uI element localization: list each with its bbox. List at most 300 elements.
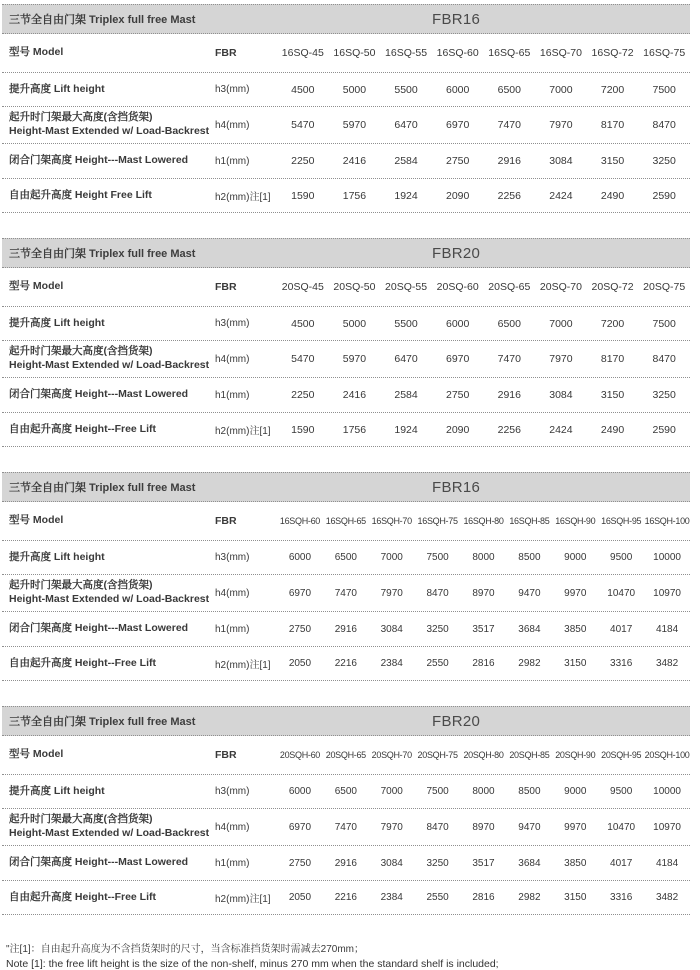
value-cell: 6970 (446, 353, 470, 365)
value-cell: 6000 (288, 786, 312, 797)
value-cell: 5470 (291, 353, 315, 365)
value-cell: 16SQ-45 (281, 47, 324, 59)
spec-row-h4 (2, 575, 690, 612)
row-label (2, 785, 215, 799)
value-cell: 8970 (472, 587, 495, 599)
value-cell: 10000 (653, 552, 681, 563)
series-code: FBR16 (431, 10, 481, 28)
value-cell: 7970 (380, 821, 403, 833)
row-label-zh: 闭合门架高度 (9, 154, 72, 167)
value-cell: 2750 (288, 623, 312, 635)
value-cell: 4017 (610, 623, 633, 635)
value-cell: 2250 (291, 389, 315, 401)
value-cell: 1924 (394, 423, 418, 436)
value-cell: 8500 (518, 786, 541, 797)
row-label-zh: 提升高度 (9, 550, 51, 563)
section-header-bar (2, 472, 690, 502)
value-cell: 6500 (497, 83, 521, 96)
row-label-zh: 型号 (9, 46, 30, 59)
value-cell: 1590 (291, 189, 315, 202)
value-cell: 3250 (426, 623, 449, 635)
param-cell: h4(mm) (215, 587, 250, 599)
value-cells (277, 858, 690, 869)
value-cell: 5000 (342, 83, 367, 96)
spec-row-h3 (2, 775, 690, 809)
value-cell: 2982 (518, 658, 541, 669)
value-cell: 2256 (497, 189, 521, 202)
value-cell: 7500 (426, 552, 449, 563)
value-cell: 20SQ-75 (643, 281, 686, 293)
section-title: 三节全自由门架 Triplex full free Mast (9, 14, 196, 26)
row-label-en: Height---Mast Lowered (74, 622, 189, 635)
value-cell: 4500 (291, 317, 315, 330)
value-cell: 2750 (446, 155, 470, 167)
param-cell: h2(mm)注[1] (215, 894, 271, 905)
row-label-en: Model (32, 748, 64, 761)
value-cell: 3684 (518, 623, 541, 635)
value-cell: 8470 (426, 821, 449, 833)
value-cell: 16SQH-70 (371, 516, 412, 526)
value-cell: 16SQH-80 (463, 516, 504, 526)
row-label (2, 189, 215, 203)
value-cell: 8970 (472, 821, 495, 833)
value-cell: 2750 (288, 857, 312, 869)
value-cell: 2590 (652, 423, 676, 436)
row-label-en: Height---Mast Lowered (74, 856, 189, 869)
footnote-en: Note [1]: the free lift height is the size of the non-shelf, minus 270 mm when the standard shelf is included; (6, 958, 499, 970)
row-label-en: Height--Free Lift (74, 890, 156, 903)
value-cell: 7500 (652, 83, 676, 96)
value-cells (277, 190, 690, 202)
value-cells (277, 155, 690, 167)
value-cell: 3517 (472, 623, 495, 635)
row-label (2, 111, 215, 138)
value-cell: 6000 (288, 552, 312, 563)
value-cell: 8170 (600, 119, 625, 131)
row-label-zh: 闭合门架高度 (9, 856, 72, 869)
value-cell: 20SQ-55 (385, 281, 428, 293)
value-cell: 10470 (607, 821, 636, 833)
value-cell: 9970 (564, 587, 587, 599)
value-cell: 2590 (652, 189, 676, 202)
value-cells (277, 516, 690, 526)
value-cell: 9470 (518, 587, 541, 599)
row-label-zh: 自由起升高度 (9, 188, 72, 201)
spec-row-h2 (2, 179, 690, 213)
value-cell: 2424 (549, 189, 573, 202)
row-label-en: Height--Free Lift (74, 656, 156, 669)
value-cell: 2416 (342, 155, 367, 167)
param-cell: h1(mm) (215, 155, 250, 167)
param-cell: h3(mm) (215, 318, 250, 329)
value-cell: 20SQH-80 (463, 750, 504, 760)
value-cell: 2416 (342, 389, 367, 401)
row-label-en: Height---Mast Lowered (74, 388, 189, 401)
spec-row-h3 (2, 541, 690, 575)
value-cell: 7500 (652, 317, 676, 330)
value-cell: 3150 (564, 892, 587, 903)
param-cell: h4(mm) (215, 353, 250, 365)
value-cell: 20SQ-50 (333, 281, 376, 293)
value-cell: 6000 (446, 317, 470, 330)
value-cell: 5970 (342, 353, 367, 365)
spec-table-4-fbr20 (2, 706, 690, 915)
section-title: 三节全自由门架 Triplex full free Mast (9, 716, 196, 728)
value-cell: 2050 (288, 658, 312, 669)
row-label-en: Height---Mast Lowered (74, 154, 189, 167)
value-cell: 1756 (342, 423, 367, 436)
value-cells (277, 892, 690, 903)
value-cell: 9470 (518, 821, 541, 833)
row-label-en: Height Free Lift (74, 188, 152, 201)
value-cell: 20SQ-70 (539, 281, 582, 293)
value-cell: 8470 (652, 119, 676, 131)
value-cell: 8000 (472, 786, 495, 797)
value-cell: 2424 (549, 423, 573, 436)
value-cells (277, 822, 690, 833)
value-cell: 5500 (394, 83, 418, 96)
value-cell: 10970 (653, 821, 681, 833)
value-cell: 20SQ-72 (591, 281, 634, 293)
value-cell: 6500 (334, 786, 357, 797)
value-cells (277, 424, 690, 436)
value-cell: 5500 (394, 317, 418, 330)
spec-row-h2 (2, 413, 690, 447)
spec-row-model (2, 268, 690, 307)
value-cell: 7470 (497, 353, 521, 365)
series-code: FBR16 (431, 478, 481, 496)
value-cell: 9970 (564, 821, 587, 833)
spec-table-2-fbr20 (2, 238, 690, 447)
value-cell: 7970 (549, 119, 573, 131)
row-label-en: Model (32, 514, 64, 527)
value-cell: 7470 (497, 119, 521, 131)
value-cell: 16SQ-65 (488, 47, 531, 59)
row-label-zh: 起升时门架最大高度(含挡货架) (9, 813, 153, 826)
value-cell: 20SQH-100 (644, 750, 690, 760)
param-cell: h4(mm) (215, 119, 250, 131)
spec-row-h2 (2, 647, 690, 681)
value-cell: 2916 (334, 857, 357, 869)
param-cell: h2(mm)注[1] (215, 426, 271, 437)
spec-row-h4 (2, 341, 690, 378)
value-cell: 1590 (291, 423, 315, 436)
row-label (2, 423, 215, 437)
value-cell: 20SQ-60 (436, 281, 479, 293)
param-cell: h1(mm) (215, 623, 250, 635)
row-label-zh: 型号 (9, 748, 30, 761)
spec-tables (2, 4, 690, 915)
value-cell: 10000 (653, 786, 681, 797)
param-cell: h1(mm) (215, 389, 250, 401)
footnotes (2, 940, 690, 970)
value-cell: 16SQ-55 (385, 47, 428, 59)
row-label (2, 154, 215, 168)
value-cell: 2916 (497, 155, 521, 167)
value-cell: 4017 (610, 857, 633, 869)
row-label-en: Height-Mast Extended w/ Load-Backrest (9, 827, 210, 839)
value-cell: 1756 (342, 189, 367, 202)
param-cell: h3(mm) (215, 786, 250, 797)
value-cell: 16SQH-95 (601, 516, 642, 526)
value-cell: 16SQH-75 (417, 516, 458, 526)
spec-row-h2 (2, 881, 690, 915)
param-cell: FBR (215, 749, 237, 761)
row-label (2, 856, 215, 870)
value-cell: 9000 (564, 786, 587, 797)
value-cell: 20SQH-85 (509, 750, 550, 760)
value-cell: 7970 (549, 353, 573, 365)
param-cell: h3(mm) (215, 84, 250, 95)
value-cell: 3084 (380, 857, 403, 869)
row-label (2, 891, 215, 905)
value-cell: 20SQH-90 (555, 750, 596, 760)
value-cell: 2490 (600, 189, 625, 202)
value-cell: 2550 (426, 892, 449, 903)
value-cell: 3150 (564, 658, 587, 669)
value-cell: 5970 (342, 119, 367, 131)
section-header-bar (2, 706, 690, 736)
value-cell: 9000 (564, 552, 587, 563)
footnote-zh: "注[1]：自由起升高度为不含挡货架时的尺寸，当含标准挡货架时需减去270mm； (6, 944, 365, 955)
spec-row-h4 (2, 809, 690, 846)
value-cell: 20SQH-70 (371, 750, 412, 760)
value-cell: 8470 (652, 353, 676, 365)
value-cells (277, 552, 690, 563)
value-cells (277, 281, 690, 293)
value-cells (277, 750, 690, 760)
row-label (2, 748, 215, 762)
row-label-zh: 自由起升高度 (9, 656, 72, 669)
value-cell: 3684 (518, 857, 541, 869)
value-cells (277, 658, 690, 669)
value-cell: 6970 (446, 119, 470, 131)
row-label-en: Height--Free Lift (74, 422, 156, 435)
value-cell: 7000 (380, 786, 403, 797)
value-cell: 9500 (610, 552, 633, 563)
value-cell: 4184 (655, 623, 679, 635)
value-cell: 3250 (652, 155, 676, 167)
row-label-en: Lift height (53, 550, 105, 563)
row-label-en: Height-Mast Extended w/ Load-Backrest (9, 593, 210, 605)
value-cell: 16SQ-75 (643, 47, 686, 59)
spec-row-h3 (2, 307, 690, 341)
value-cell: 6470 (394, 353, 418, 365)
row-label-en: Lift height (53, 316, 105, 329)
value-cell: 4184 (655, 857, 679, 869)
row-label-zh: 提升高度 (9, 316, 51, 329)
value-cell: 8170 (600, 353, 625, 365)
value-cell: 7000 (549, 317, 573, 330)
value-cells (277, 353, 690, 365)
param-cell: h4(mm) (215, 821, 250, 833)
row-label-zh: 起升时门架最大高度(含挡货架) (9, 579, 153, 592)
value-cell: 3316 (610, 892, 633, 903)
value-cell: 6970 (288, 587, 312, 599)
value-cell: 2916 (334, 623, 357, 635)
value-cell: 10470 (607, 587, 636, 599)
row-label (2, 813, 215, 840)
row-label (2, 83, 215, 97)
row-label-zh: 自由起升高度 (9, 890, 72, 903)
spec-row-model (2, 736, 690, 775)
value-cell: 6970 (288, 821, 312, 833)
value-cell: 5000 (342, 317, 367, 330)
value-cells (277, 119, 690, 131)
spec-row-h1 (2, 144, 690, 179)
value-cell: 2982 (518, 892, 541, 903)
value-cell: 6500 (497, 317, 521, 330)
value-cell: 2050 (288, 892, 312, 903)
series-code: FBR20 (431, 244, 481, 262)
value-cell: 16SQH-65 (325, 516, 366, 526)
value-cell: 20SQH-60 (279, 750, 320, 760)
value-cell: 2090 (446, 189, 470, 202)
spec-row-h4 (2, 107, 690, 144)
value-cell: 16SQ-50 (333, 47, 376, 59)
row-label (2, 345, 215, 372)
row-label (2, 657, 215, 671)
value-cell: 20SQH-95 (601, 750, 642, 760)
value-cell: 20SQH-75 (417, 750, 458, 760)
row-label-zh: 提升高度 (9, 784, 51, 797)
spec-row-h1 (2, 378, 690, 413)
row-label-en: Model (32, 280, 64, 293)
value-cell: 3850 (564, 623, 587, 635)
row-label-en: Height-Mast Extended w/ Load-Backrest (9, 359, 210, 371)
value-cell: 3482 (655, 892, 679, 903)
value-cells (277, 389, 690, 401)
row-label-zh: 闭合门架高度 (9, 622, 72, 635)
row-label (2, 622, 215, 636)
value-cell: 7000 (549, 83, 573, 96)
value-cell: 2090 (446, 423, 470, 436)
value-cell: 2384 (380, 658, 403, 669)
row-label-zh: 型号 (9, 514, 30, 527)
value-cell: 1924 (394, 189, 418, 202)
spec-table-3-fbr16 (2, 472, 690, 681)
value-cell: 6470 (394, 119, 418, 131)
spec-row-model (2, 34, 690, 73)
value-cell: 16SQH-60 (279, 516, 320, 526)
value-cell: 3850 (564, 857, 587, 869)
row-label (2, 388, 215, 402)
value-cell: 3316 (610, 658, 633, 669)
value-cell: 7470 (334, 587, 357, 599)
value-cell: 7000 (380, 552, 403, 563)
value-cell: 16SQ-70 (539, 47, 582, 59)
row-label-en: Model (32, 46, 64, 59)
value-cells (277, 588, 690, 599)
spec-row-h1 (2, 846, 690, 881)
spec-row-h1 (2, 612, 690, 647)
value-cell: 5470 (291, 119, 315, 131)
value-cell: 3150 (600, 155, 625, 167)
spec-row-model (2, 502, 690, 541)
series-code: FBR20 (431, 712, 481, 730)
value-cell: 7470 (334, 821, 357, 833)
value-cell: 2916 (497, 389, 521, 401)
row-label (2, 280, 215, 294)
value-cell: 2384 (380, 892, 403, 903)
value-cell: 2816 (472, 892, 495, 903)
value-cell: 3084 (549, 389, 573, 401)
value-cell: 6500 (334, 552, 357, 563)
section-title: 三节全自由门架 Triplex full free Mast (9, 248, 196, 260)
row-label (2, 46, 215, 60)
param-cell: h1(mm) (215, 857, 250, 869)
value-cell: 20SQ-45 (281, 281, 324, 293)
section-title: 三节全自由门架 Triplex full free Mast (9, 482, 196, 494)
spec-table-1-fbr16 (2, 4, 690, 213)
value-cell: 20SQ-65 (488, 281, 531, 293)
spec-row-h3 (2, 73, 690, 107)
value-cell: 3084 (380, 623, 403, 635)
value-cell: 2584 (394, 155, 418, 167)
row-label-zh: 闭合门架高度 (9, 388, 72, 401)
row-label-zh: 提升高度 (9, 82, 51, 95)
value-cell: 3250 (652, 389, 676, 401)
value-cell: 16SQH-90 (555, 516, 596, 526)
value-cell: 3150 (600, 389, 625, 401)
row-label-zh: 型号 (9, 280, 30, 293)
value-cell: 3084 (549, 155, 573, 167)
value-cell: 6000 (446, 83, 470, 96)
value-cell: 7200 (600, 83, 625, 96)
value-cell: 7500 (426, 786, 449, 797)
value-cell: 2216 (334, 658, 357, 669)
value-cell: 7200 (600, 317, 625, 330)
section-header-bar (2, 4, 690, 34)
value-cell: 7970 (380, 587, 403, 599)
row-label (2, 317, 215, 331)
value-cell: 8470 (426, 587, 449, 599)
value-cell: 3250 (426, 857, 449, 869)
value-cell: 2250 (291, 155, 315, 167)
param-cell: FBR (215, 515, 237, 527)
value-cell: 20SQH-65 (325, 750, 366, 760)
param-cell: h2(mm)注[1] (215, 660, 271, 671)
value-cell: 4500 (291, 83, 315, 96)
value-cells (277, 47, 690, 59)
value-cell: 16SQ-60 (436, 47, 479, 59)
value-cell: 10970 (653, 587, 681, 599)
value-cell: 2216 (334, 892, 357, 903)
value-cell: 16SQH-85 (509, 516, 550, 526)
value-cell: 2816 (472, 658, 495, 669)
value-cell: 2256 (497, 423, 521, 436)
param-cell: h3(mm) (215, 552, 250, 563)
param-cell: h2(mm)注[1] (215, 192, 271, 203)
section-header-bar (2, 238, 690, 268)
value-cells (277, 786, 690, 797)
value-cell: 2750 (446, 389, 470, 401)
param-cell: FBR (215, 281, 237, 293)
row-label-zh: 起升时门架最大高度(含挡货架) (9, 111, 153, 124)
value-cell: 2584 (394, 389, 418, 401)
row-label (2, 579, 215, 606)
value-cell: 16SQ-72 (591, 47, 634, 59)
value-cells (277, 624, 690, 635)
value-cell: 8000 (472, 552, 495, 563)
value-cell: 2490 (600, 423, 625, 436)
param-cell: FBR (215, 47, 237, 59)
value-cells (277, 84, 690, 96)
row-label (2, 551, 215, 565)
row-label (2, 514, 215, 528)
row-label-en: Height-Mast Extended w/ Load-Backrest (9, 125, 210, 137)
row-label-zh: 起升时门架最大高度(含挡货架) (9, 345, 153, 358)
